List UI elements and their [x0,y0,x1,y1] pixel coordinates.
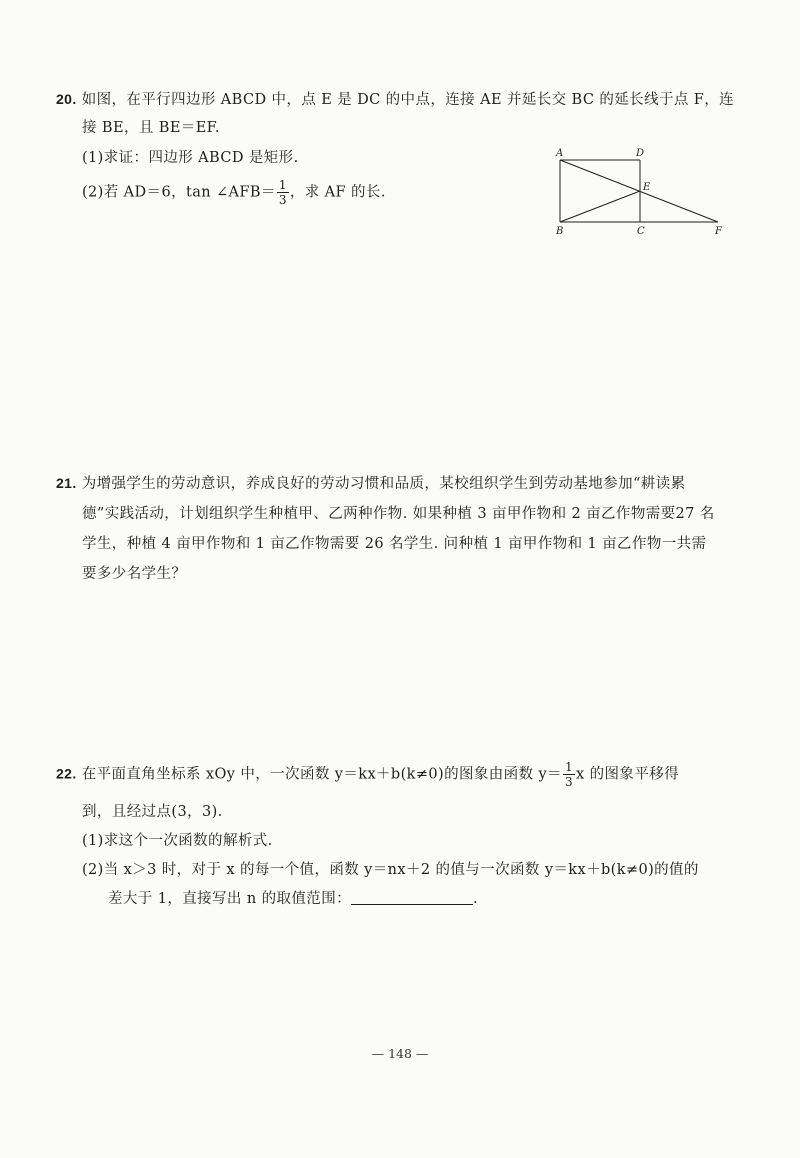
q22-fraction [563,760,575,789]
answer-blank[interactable] [351,890,473,905]
q20-line2: 接 BE，且 BE＝EF. [82,120,220,136]
q20-geometry-figure [548,146,738,246]
q22-number: 22. [56,765,77,782]
label-F: F [715,226,722,237]
label-A: A [556,148,564,159]
q22-frac-denominator: 3 [564,775,574,789]
q20-line1 [56,88,734,109]
q20-part2-before: (2)若 AD＝6，tan ∠AFB＝ [82,184,276,201]
q20-stem-text-1: 如图，在平行四边形 ABCD 中，点 E 是 DC 的中点，连接 AE 并延长交 BC 的延长线于点 F，连 [81,92,735,108]
q20-part2-after: ，求 AF 的长. [289,184,386,201]
q21-text-1: 为增强学生的劳动意识，养成良好的劳动习惯和品质，某校组织学生到劳动基地参加“耕读累 [81,476,686,492]
q21-line2: 德”实践活动，计划组织学生种植甲、乙两种作物. 如果种植 3 亩甲作物和 2 亩乙作物需要27 名 [82,506,715,522]
label-E: E [643,182,651,193]
q22-frac-numerator: 1 [564,760,574,774]
q22-part2-line1: (2)当 x＞3 时，对于 x 的每一个值，函数 y＝nx＋2 的值与一次函数 y＝kx＋b(k≠0)的值的 [82,862,699,878]
q22-line1-before: 在平面直角坐标系 xOy 中，一次函数 y＝kx＋b(k≠0)的图象由函数 y＝ [81,766,562,783]
q22-part1: (1)求这个一次函数的解析式. [82,833,273,849]
segment-BE [560,191,640,222]
q20-part1: (1)求证：四边形 ABCD 是矩形. [82,150,299,166]
q22-line1-after: x 的图象平移得 [576,766,680,783]
label-D: D [636,148,645,159]
q22-part2-after: . [473,891,479,907]
q20-part2 [82,178,386,207]
q20-fraction [277,178,289,207]
q22-line2: 到，且经过点(3，3). [82,804,223,820]
q22-line1 [56,760,679,789]
q21-line3: 学生，种植 4 亩甲作物和 1 亩乙作物需要 26 名学生. 问种植 1 亩甲作物和 1 亩乙作物一共需 [82,536,707,552]
page-number: — 148 — [371,1046,429,1061]
q21-number: 21. [56,475,77,491]
q20-number: 20. [56,91,77,107]
label-C: C [637,226,645,237]
q21-line1 [56,472,686,493]
label-B: B [556,226,564,237]
q20-frac-denominator: 3 [278,193,287,207]
q21-line4: 要多少名学生？ [82,566,187,582]
q22-part2-before: 差大于 1，直接写出 n 的取值范围： [108,891,351,907]
q22-part2-line2 [108,887,478,908]
q20-frac-numerator: 1 [278,178,287,192]
